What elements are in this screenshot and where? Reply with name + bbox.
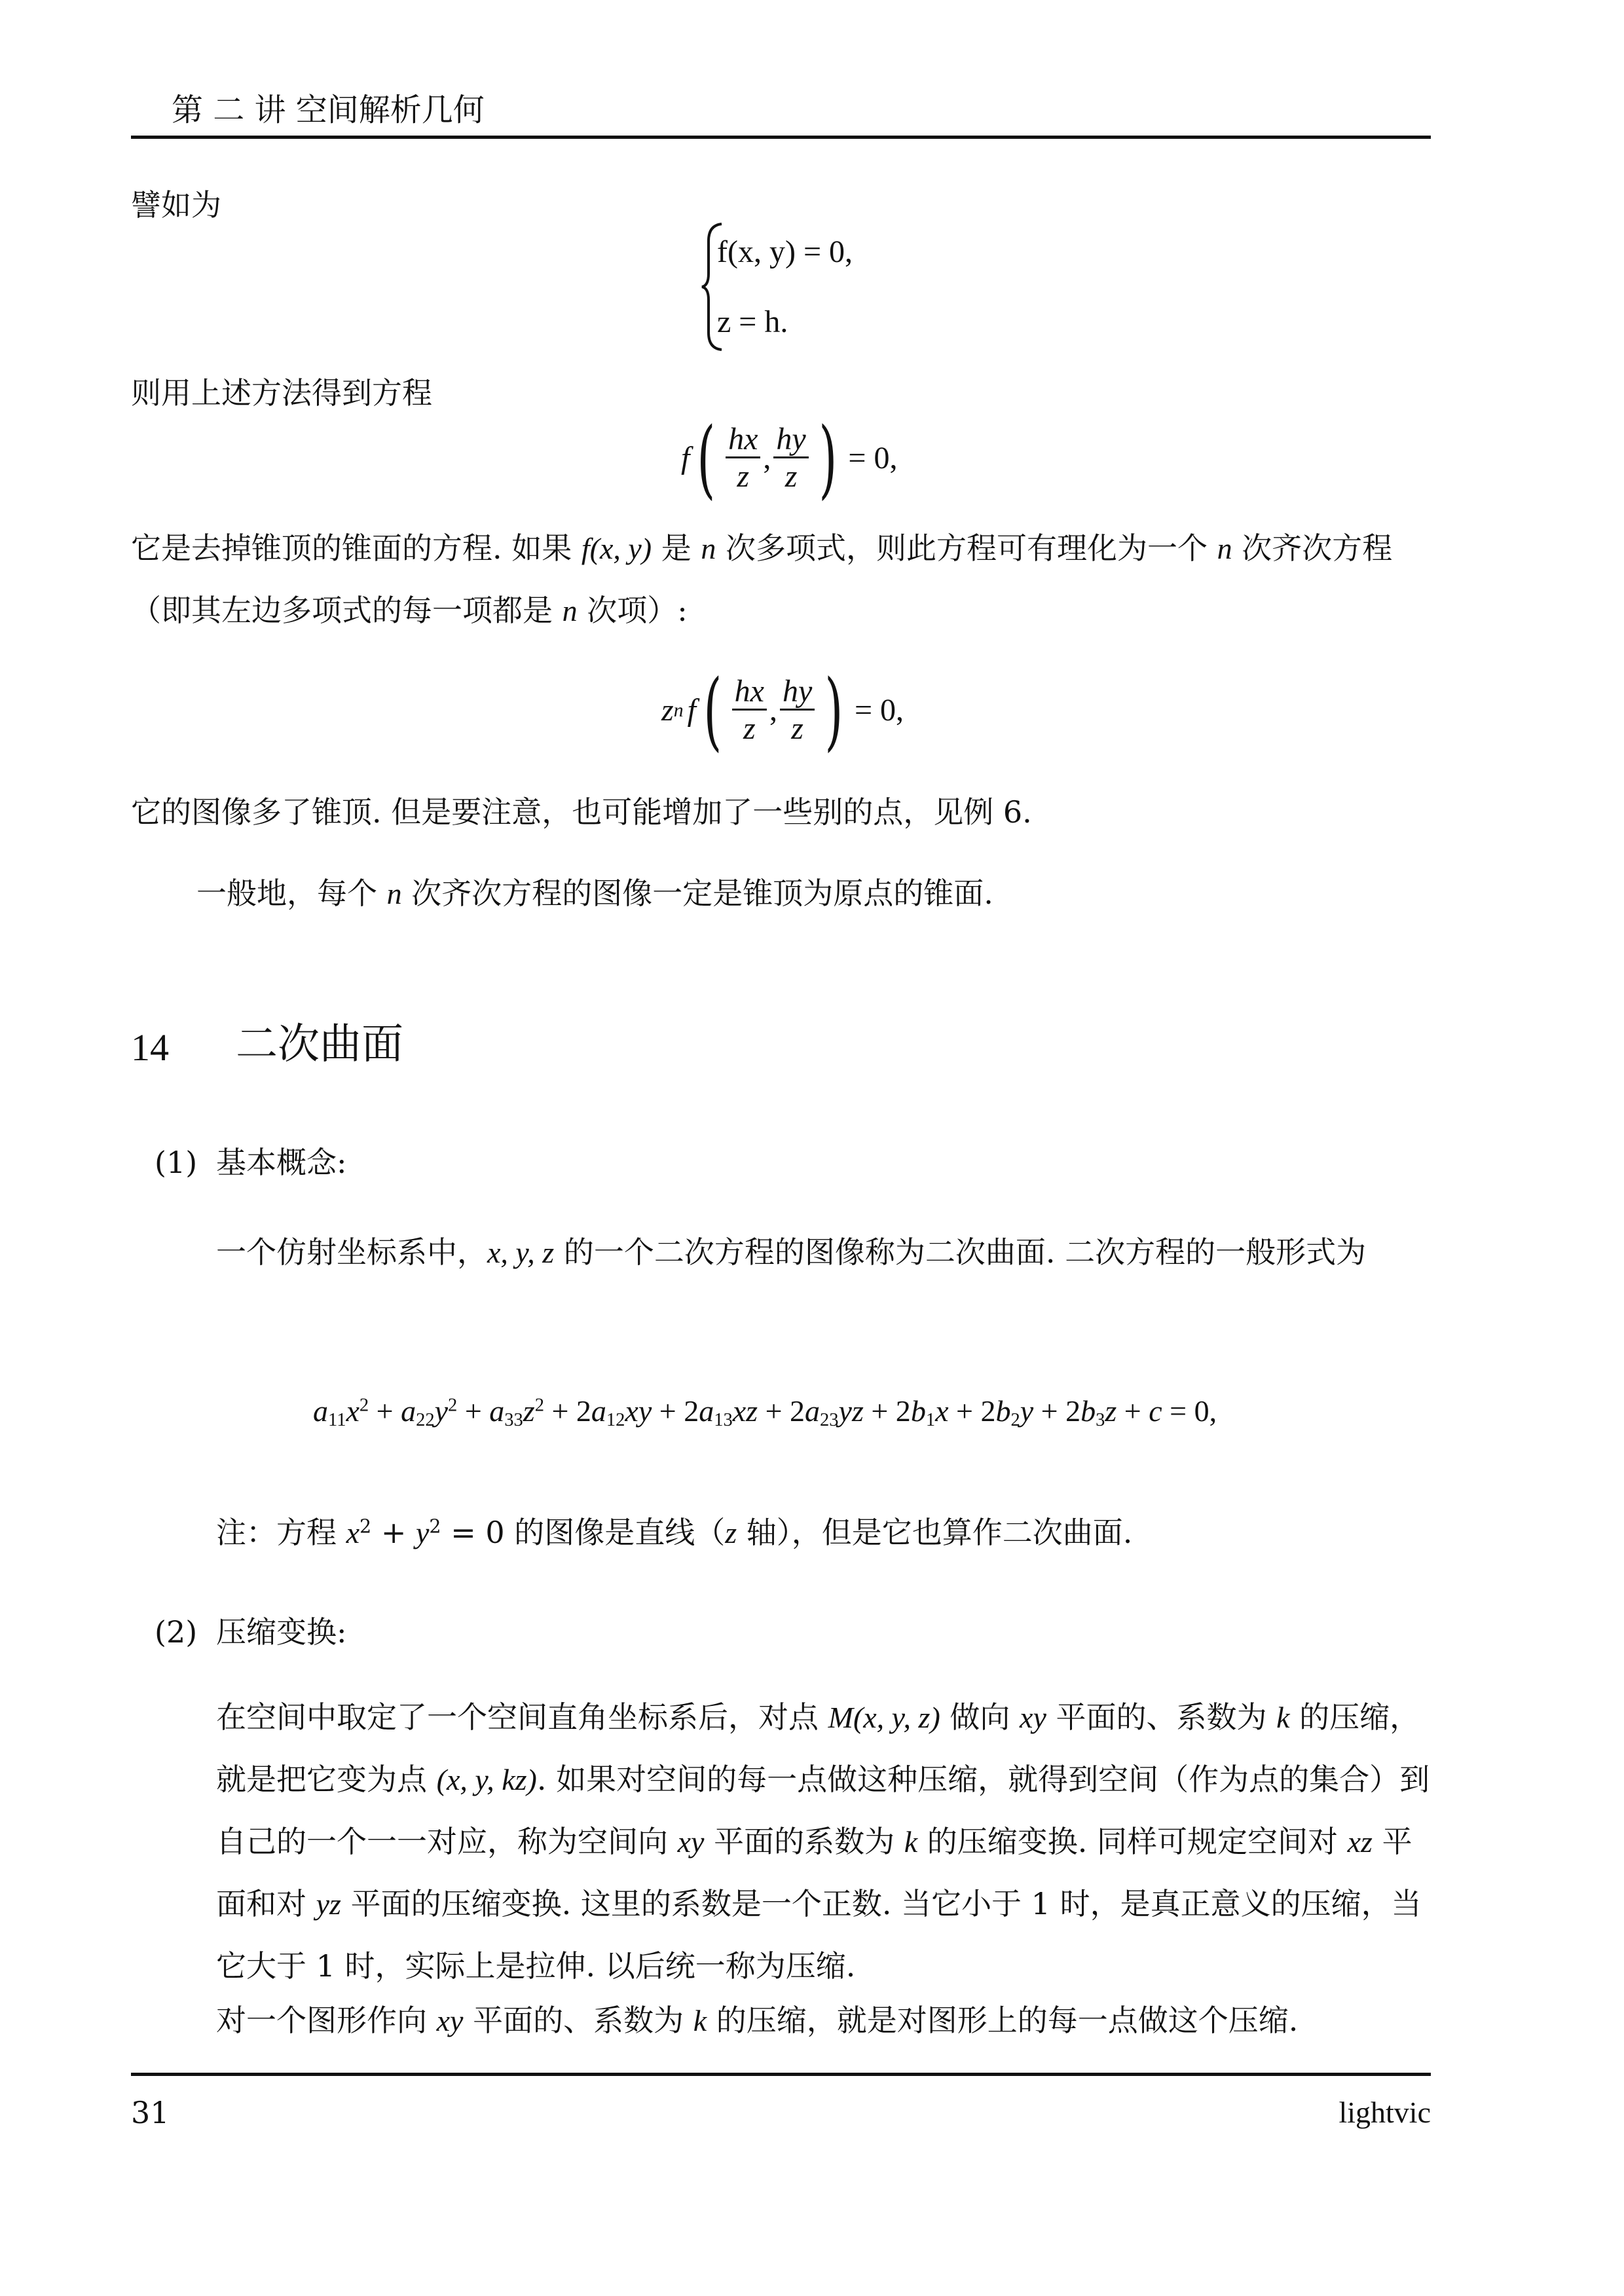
- eq-f-symbol: f: [681, 441, 690, 475]
- math-xy: xy: [436, 2004, 464, 2037]
- item1-title: 基本概念:: [216, 1145, 347, 1180]
- math-n: n: [701, 532, 716, 565]
- eq-zn-f-symbol: f: [687, 693, 696, 728]
- math-point-M: M(x, y, z): [828, 1701, 940, 1734]
- text-run: 它是去掉锥顶的锥面的方程. 如果: [131, 530, 581, 566]
- text-run: 做向: [940, 1699, 1020, 1735]
- eq-zn-right-paren: ): [824, 661, 843, 760]
- item1-note: 注：方程 $x^2 + y^2 = 0$ 的图像是直线（z 轴），但是它也算作二次曲面.: [216, 1515, 1133, 1550]
- text-run: 的压缩变换. 同样可规定空间对: [917, 1824, 1348, 1859]
- math-vars: x, y, z: [487, 1236, 555, 1269]
- math-xz: xz: [1347, 1825, 1373, 1859]
- eq-zn-den2: z: [791, 711, 803, 746]
- equation-zn-f: z n f ( $\frac{hx}{z}$ , $\frac{hy}{z}$ ) = 0,: [661, 661, 904, 760]
- math-xy: xy: [677, 1825, 705, 1859]
- paragraph-method: 则用上述方法得到方程: [131, 375, 432, 411]
- footer-author: lightvic: [1338, 2096, 1431, 2129]
- text-run: 是: [652, 530, 701, 566]
- paragraph-vertex: 它的图像多了锥顶. 但是要注意，也可能增加了一些别的点，见例 6.: [131, 794, 1032, 830]
- eq-f-left-paren: (: [697, 409, 716, 508]
- item2-title: 压缩变换:: [216, 1614, 347, 1650]
- page-number: 31: [131, 2095, 170, 2130]
- text-run: 一个仿射坐标系中，: [216, 1234, 487, 1270]
- math-n: n: [1217, 532, 1232, 565]
- text-run: . 如果对空间的每一点做这种压缩，就得到空间（作为点的集合）到自己的一个一一对应，称为空间向: [216, 1762, 1430, 1859]
- item2-paragraph2: [216, 2001, 1431, 2041]
- quadric-general-equation: $a_{11}x^2 + a_{22}y^2 + a_{33}z^2 + 2a_{12}xy + 2a_{13}xz + 2a_{23}yz + 2b_1x + 2b_2y + 2b_3z + c = 0$,: [313, 1394, 1217, 1431]
- eq-zn-z: z: [661, 693, 674, 728]
- eq-f-num1: hx: [726, 422, 760, 458]
- eq-f-comma: ,: [763, 441, 771, 475]
- text-run: 平面和对: [216, 1824, 1412, 1921]
- eq-zn-num1: hx: [732, 675, 767, 711]
- math-n: n: [386, 877, 402, 910]
- math-k: k: [693, 2004, 707, 2037]
- text-run: 对一个图形作向: [216, 2003, 437, 2038]
- text-run: 次齐次方程的图像一定是锥顶为原点的锥面.: [401, 876, 993, 911]
- text-run: 平面的、系数为: [1046, 1699, 1277, 1735]
- math-k: k: [904, 1825, 918, 1859]
- math-xy: xy: [1020, 1701, 1046, 1734]
- text-run: 次齐次方程（即其左边多项式的每一项都是: [131, 530, 1393, 628]
- eq-zn-frac1: [732, 675, 767, 747]
- eq-zn-den1: z: [743, 711, 756, 746]
- eq-f-den2: z: [784, 458, 798, 494]
- text-run: 的图像是直线（: [504, 1515, 726, 1550]
- eq-f-frac1: [726, 422, 760, 495]
- text-run: 次项）:: [577, 593, 688, 628]
- paragraph-general: [131, 874, 1431, 914]
- math-z: z: [725, 1516, 737, 1549]
- text-run: 的压缩，就是把它变为点: [216, 1699, 1420, 1797]
- eq-zn-frac2: [780, 675, 815, 747]
- eq-zn-rhs: = 0,: [854, 693, 904, 728]
- item1-label: (1): [155, 1145, 198, 1180]
- eq-f-frac2: [773, 422, 808, 495]
- text-run: 次多项式，则此方程可有理化为一个: [716, 530, 1217, 566]
- system-equation-line1: f(x, y) = 0,: [717, 234, 853, 269]
- item1-paragraph: [216, 1221, 1431, 1284]
- eq-f-right-paren: ): [819, 409, 837, 508]
- text-run: 平面的、系数为: [463, 2003, 693, 2038]
- math-fxy: f(x, y): [581, 532, 652, 565]
- text-run: 注：方程: [216, 1515, 346, 1550]
- text-run: 在空间中取定了一个空间直角坐标系后，对点: [216, 1699, 828, 1735]
- eq-zn-comma: ,: [769, 693, 777, 728]
- eq-f-den1: z: [737, 458, 750, 494]
- math-n: n: [562, 594, 578, 627]
- section-title: 二次曲面: [236, 1020, 403, 1069]
- math-point-image: (x, y, kz): [436, 1763, 537, 1796]
- eq-zn-num2: hy: [780, 675, 815, 711]
- paragraph-cone: [131, 517, 1431, 642]
- running-header: 第 二 讲 空间解析几何: [172, 92, 485, 128]
- text-run: 平面的系数为: [704, 1824, 904, 1859]
- paragraph-intro: 譬如为: [131, 187, 221, 223]
- header-rule: [131, 136, 1431, 139]
- text-run: 的一个二次方程的图像称为二次曲面. 二次方程的一般形式为: [554, 1234, 1367, 1270]
- text-run: 平面的压缩变换. 这里的系数是一个正数. 当它小于 1 时，是真正意义的压缩，当它大于 1 时，实际上是拉伸. 以后统一称为压缩.: [216, 1886, 1422, 1984]
- text-run: 一般地，每个: [196, 876, 387, 911]
- footer-rule: [131, 2073, 1431, 2076]
- item2-label: (2): [155, 1614, 198, 1650]
- system-equation-line2: z = h.: [717, 305, 788, 339]
- text-run: 的压缩，就是对图形上的每一点做这个压缩.: [707, 2003, 1299, 2038]
- math-yz: yz: [316, 1887, 341, 1921]
- eq-f-rhs: = 0,: [848, 441, 898, 475]
- equation-f: [681, 409, 898, 508]
- eq-zn-left-paren: (: [703, 661, 722, 760]
- section-number: 14: [131, 1026, 169, 1069]
- math-k: k: [1276, 1701, 1290, 1734]
- eq-f-num2: hy: [773, 422, 808, 458]
- item2-paragraph1: [216, 1686, 1431, 1997]
- text-run: 轴），但是它也算作二次曲面.: [737, 1515, 1133, 1550]
